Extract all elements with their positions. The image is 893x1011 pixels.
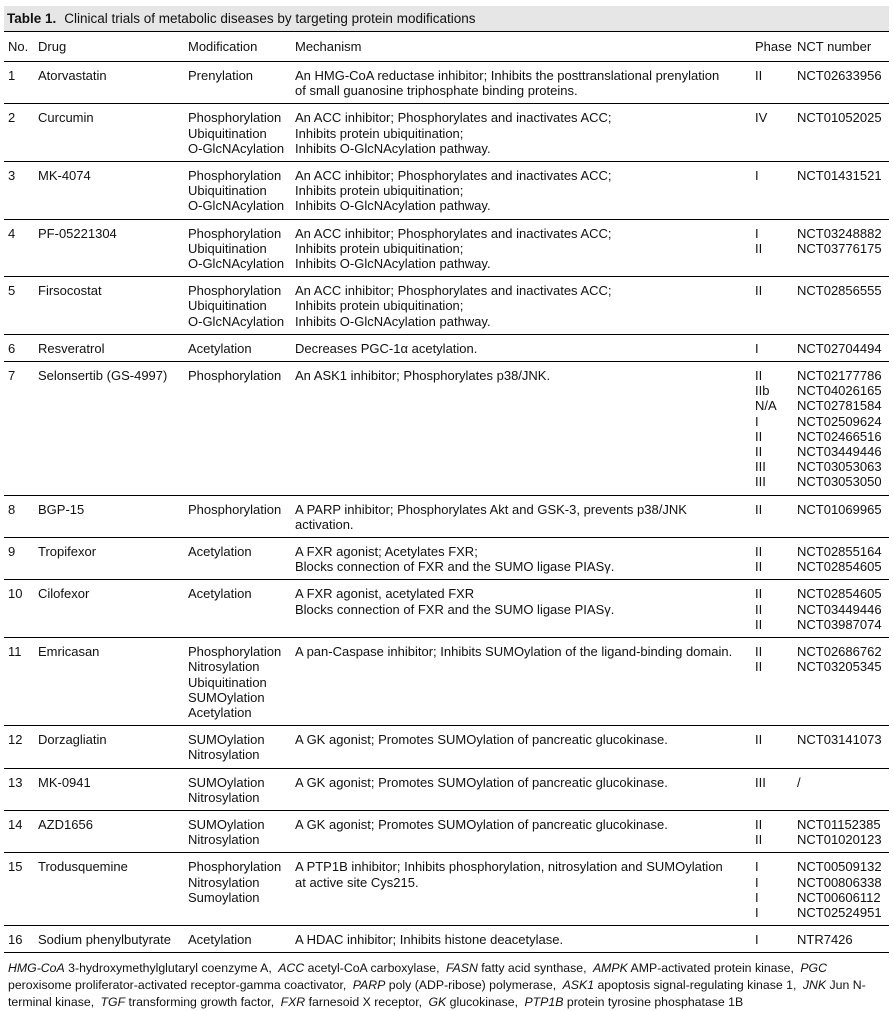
- footnote-abbreviation: TGF: [100, 995, 126, 1010]
- modification-cell-line: Nitrosylation: [188, 747, 260, 763]
- nct-cell-line: NCT02781584: [797, 398, 882, 414]
- table-row: [4, 769, 889, 810]
- modification-cell-line: SUMOylation: [188, 689, 265, 705]
- row-number: 2: [8, 110, 16, 126]
- modification-cell-line: Nitrosylation: [188, 789, 260, 805]
- modification-cell: [188, 104, 295, 161]
- modification-cell-line: Sumoylation: [188, 889, 260, 905]
- modification-cell-line: Phosphorylation: [188, 501, 282, 517]
- mechanism-cell: [295, 220, 755, 277]
- mechanism-cell: [295, 496, 755, 537]
- nct-cell-line: NCT03449446: [797, 444, 882, 460]
- modification-cell-line: O-GlcNAcylation: [188, 313, 285, 329]
- nct-cell: [797, 769, 889, 810]
- footnote-definition: 3-hydroxymethylglutaryl coenzyme A,: [64, 961, 272, 976]
- table-row: [4, 726, 889, 767]
- footnote-definition: acetyl-CoA carboxylase,: [304, 961, 440, 976]
- col-header-nct: NCT number: [797, 39, 872, 54]
- modification-cell-line: SUMOylation: [188, 774, 265, 790]
- footnote-definition: glucokinase,: [446, 995, 519, 1010]
- phase-cell: [755, 538, 797, 579]
- modification-cell: [188, 335, 295, 361]
- row-number: 10: [8, 586, 23, 602]
- nct-cell-line: NCT03205345: [797, 659, 882, 675]
- nct-cell-line: NTR7426: [797, 932, 853, 948]
- table-title: Clinical trials of metabolic diseases by targeting protein modifications: [64, 11, 476, 26]
- modification-cell: [188, 538, 295, 579]
- phase-cell: [755, 162, 797, 219]
- drug-name: Dorzagliatin: [38, 732, 107, 748]
- modification-cell: [188, 853, 295, 925]
- table-body: [4, 62, 889, 952]
- mechanism-cell-line: Inhibits protein ubiquitination;: [295, 298, 464, 314]
- table-row: [4, 638, 889, 725]
- nct-cell: [797, 811, 889, 852]
- drug-name: MK-4074: [38, 168, 91, 184]
- phase-cell-line: II: [755, 601, 763, 617]
- row-number: 5: [8, 283, 16, 299]
- nct-cell: [797, 335, 889, 361]
- nct-cell: [797, 638, 889, 725]
- mechanism-cell-line: Blocks connection of FXR and the SUMO ligase PIASγ.: [295, 559, 615, 575]
- modification-cell-line: Acetylation: [188, 340, 252, 356]
- table-row: [4, 335, 889, 361]
- modification-cell-line: Acetylation: [188, 586, 252, 602]
- phase-cell: [755, 638, 797, 725]
- mechanism-cell-line: Inhibits O-GlcNAcylation pathway.: [295, 198, 491, 214]
- nct-cell-line: NCT02633956: [797, 68, 882, 83]
- mechanism-cell-line: A FXR agonist, acetylated FXR: [295, 586, 475, 602]
- table-caption: [4, 6, 889, 31]
- col-header-mechanism: Mechanism: [295, 39, 362, 54]
- nct-cell-line: /: [797, 774, 801, 790]
- mechanism-cell: [295, 638, 755, 725]
- phase-cell-line: II: [755, 559, 763, 575]
- modification-cell-line: SUMOylation: [188, 816, 265, 832]
- mechanism-cell: [295, 162, 755, 219]
- phase-cell-line: IV: [755, 110, 768, 126]
- nct-cell-line: NCT02856555: [797, 283, 882, 299]
- phase-cell-line: I: [755, 932, 759, 948]
- row-number: 9: [8, 544, 16, 560]
- row-number: 13: [8, 774, 23, 790]
- nct-cell: [797, 277, 889, 334]
- drug-name: Firsocostat: [38, 283, 102, 299]
- table-row: [4, 926, 889, 952]
- drug-name: Selonsertib (GS-4997): [38, 368, 168, 384]
- table-row: [4, 538, 889, 579]
- row-number: 1: [8, 68, 16, 83]
- phase-cell-line: II: [755, 501, 763, 517]
- footnote-abbreviation: PARP: [352, 978, 386, 993]
- drug-name: Cilofexor: [38, 586, 90, 602]
- nct-cell: [797, 853, 889, 925]
- row-number: 11: [8, 644, 22, 660]
- footnote-definition: peroxisome proliferator-activated receptor-gamma coactivator,: [8, 978, 347, 993]
- nct-cell-line: NCT02686762: [797, 644, 882, 660]
- phase-cell-line: I: [755, 889, 759, 905]
- row-number: 8: [8, 501, 16, 517]
- drug-name: Atorvastatin: [38, 68, 107, 83]
- modification-cell-line: O-GlcNAcylation: [188, 256, 285, 272]
- footnote-abbreviation: HMG-CoA: [8, 961, 65, 976]
- modification-cell-line: Nitrosylation: [188, 659, 260, 675]
- mechanism-cell-line: A pan-Caspase inhibitor; Inhibits SUMOylation of the ligand-binding domain.: [295, 644, 733, 660]
- mechanism-cell-line: Inhibits O-GlcNAcylation pathway.: [295, 313, 491, 329]
- modification-cell-line: O-GlcNAcylation: [188, 140, 285, 156]
- phase-cell-line: II: [755, 644, 763, 660]
- modification-cell-line: Prenylation: [188, 68, 254, 83]
- footnote-abbreviation: FXR: [280, 995, 306, 1010]
- phase-cell: [755, 62, 797, 103]
- footnote-abbreviation: ASK1: [562, 978, 595, 993]
- phase-cell: [755, 580, 797, 637]
- modification-cell-line: Phosphorylation: [188, 110, 282, 126]
- mechanism-cell: [295, 62, 755, 103]
- phase-cell-line: II: [755, 444, 763, 460]
- mechanism-cell-line: Inhibits protein ubiquitination;: [295, 183, 464, 199]
- nct-cell: [797, 926, 889, 952]
- nct-cell-line: NCT00806338: [797, 874, 882, 890]
- mechanism-cell-line: An ACC inhibitor; Phosphorylates and inactivates ACC;: [295, 110, 612, 126]
- mechanism-cell: [295, 926, 755, 952]
- phase-cell-line: II: [755, 544, 763, 560]
- nct-cell-line: NCT01431521: [797, 168, 882, 184]
- table-row: [4, 811, 889, 852]
- modification-cell-line: Ubiquitination: [188, 125, 267, 141]
- phase-cell-line: N/A: [755, 398, 777, 414]
- modification-cell-line: O-GlcNAcylation: [188, 198, 285, 214]
- col-header-modification: Modification: [188, 39, 258, 54]
- nct-cell: [797, 726, 889, 767]
- modification-cell-line: Acetylation: [188, 932, 252, 948]
- mechanism-cell: [295, 277, 755, 334]
- modification-cell: [188, 926, 295, 952]
- phase-cell-line: I: [755, 340, 759, 356]
- phase-cell-line: I: [755, 859, 759, 875]
- mechanism-cell-line: of small guanosine triphosphate binding proteins.: [295, 83, 578, 99]
- phase-cell-line: IIb: [755, 383, 770, 399]
- mechanism-cell-line: A GK agonist; Promotes SUMOylation of pancreatic glucokinase.: [295, 774, 668, 790]
- nct-cell-line: NCT01052025: [797, 110, 882, 126]
- modification-cell-line: Ubiquitination: [188, 674, 267, 690]
- nct-cell-line: NCT00509132: [797, 859, 882, 875]
- modification-cell: [188, 162, 295, 219]
- data-table: [4, 32, 889, 952]
- phase-cell-line: I: [755, 413, 759, 429]
- row-number: 15: [8, 859, 23, 875]
- nct-cell-line: NCT02855164: [797, 544, 882, 560]
- modification-cell-line: Phosphorylation: [188, 859, 282, 875]
- nct-cell: [797, 104, 889, 161]
- col-header-no: No.: [8, 39, 29, 54]
- table-row: [4, 496, 889, 537]
- drug-name: Curcumin: [38, 110, 94, 126]
- nct-cell-line: NCT02854605: [797, 559, 882, 575]
- table-footnote: [4, 960, 889, 1011]
- phase-cell-line: III: [755, 459, 766, 475]
- mechanism-cell: [295, 538, 755, 579]
- nct-cell-line: NCT03776175: [797, 240, 882, 256]
- mechanism-cell-line: Inhibits O-GlcNAcylation pathway.: [295, 140, 491, 156]
- table-row: [4, 853, 889, 925]
- mechanism-cell-line: activation.: [295, 516, 354, 532]
- footnote-abbreviation: GK: [428, 995, 447, 1010]
- drug-name: BGP-15: [38, 501, 85, 517]
- footnote-definition: Jun N-terminal kinase,: [8, 978, 866, 1010]
- phase-cell-line: II: [755, 283, 763, 299]
- phase-cell-line: II: [755, 68, 763, 83]
- mechanism-cell-line: Decreases PGC-1α acetylation.: [295, 340, 478, 356]
- mechanism-cell: [295, 853, 755, 925]
- phase-cell-line: II: [755, 586, 763, 602]
- modification-cell-line: SUMOylation: [188, 732, 265, 748]
- nct-cell: [797, 62, 889, 103]
- modification-cell-line: Phosphorylation: [188, 225, 282, 241]
- footnote-abbreviation: ACC: [278, 961, 305, 976]
- phase-cell-line: I: [755, 225, 759, 241]
- mechanism-cell-line: An ASK1 inhibitor; Phosphorylates p38/JNK.: [295, 368, 551, 384]
- footnote-abbreviation: AMPK: [592, 961, 628, 976]
- footnote-abbreviation: FASN: [445, 961, 478, 976]
- footnote-definition: protein tyrosine phosphatase 1B: [563, 995, 744, 1010]
- modification-cell: [188, 726, 295, 767]
- nct-cell: [797, 162, 889, 219]
- table-row: [4, 580, 889, 637]
- nct-cell-line: NCT03053050: [797, 474, 882, 490]
- drug-name: Tropifexor: [38, 544, 97, 560]
- phase-cell-line: II: [755, 240, 763, 256]
- mechanism-cell-line: A GK agonist; Promotes SUMOylation of pancreatic glucokinase.: [295, 816, 668, 832]
- nct-cell-line: NCT02466516: [797, 428, 882, 444]
- nct-cell-line: NCT03449446: [797, 601, 882, 617]
- modification-cell-line: Phosphorylation: [188, 368, 282, 384]
- modification-cell: [188, 277, 295, 334]
- phase-cell-line: II: [755, 428, 763, 444]
- phase-cell-line: I: [755, 874, 759, 890]
- col-header-phase: Phase: [755, 39, 792, 54]
- phase-cell: [755, 220, 797, 277]
- row-number: 3: [8, 168, 16, 184]
- header-row: [4, 32, 889, 61]
- mechanism-cell-line: A PTP1B inhibitor; Inhibits phosphorylation, nitrosylation and SUMOylation: [295, 859, 723, 875]
- mechanism-cell-line: An ACC inhibitor; Phosphorylates and inactivates ACC;: [295, 168, 612, 184]
- mechanism-cell-line: Blocks connection of FXR and the SUMO ligase PIASγ.: [295, 601, 615, 617]
- mechanism-cell: [295, 811, 755, 852]
- nct-cell-line: NCT01152385: [797, 816, 881, 832]
- modification-cell-line: Ubiquitination: [188, 298, 267, 314]
- modification-cell: [188, 220, 295, 277]
- phase-cell-line: II: [755, 368, 763, 384]
- mechanism-cell: [295, 769, 755, 810]
- footnote-definition: apoptosis signal-regulating kinase 1,: [594, 978, 797, 993]
- modification-cell: [188, 638, 295, 725]
- mechanism-cell-line: An ACC inhibitor; Phosphorylates and inactivates ACC;: [295, 225, 612, 241]
- phase-cell: [755, 926, 797, 952]
- phase-cell: [755, 362, 797, 495]
- mechanism-cell-line: at active site Cys215.: [295, 874, 419, 890]
- row-number: 12: [8, 732, 23, 748]
- modification-cell-line: Acetylation: [188, 544, 252, 560]
- mechanism-cell-line: Inhibits protein ubiquitination;: [295, 240, 464, 256]
- modification-cell-line: Phosphorylation: [188, 644, 282, 660]
- phase-cell-line: II: [755, 816, 763, 832]
- nct-cell-line: NCT04026165: [797, 383, 882, 399]
- table-number: Table 1.: [7, 11, 57, 26]
- row-number: 6: [8, 340, 16, 356]
- phase-cell-line: I: [755, 904, 759, 920]
- phase-cell-line: I: [755, 168, 759, 184]
- nct-cell: [797, 496, 889, 537]
- modification-cell: [188, 811, 295, 852]
- nct-cell-line: NCT02509624: [797, 413, 882, 429]
- nct-cell-line: NCT01020123: [797, 832, 882, 848]
- table-row: [4, 62, 889, 103]
- mechanism-cell-line: An ACC inhibitor; Phosphorylates and inactivates ACC;: [295, 283, 612, 299]
- nct-cell-line: NCT00606112: [797, 889, 881, 905]
- phase-cell: [755, 104, 797, 161]
- nct-cell-line: NCT03248882: [797, 225, 882, 241]
- drug-name: Trodusquemine: [38, 859, 128, 875]
- nct-cell: [797, 220, 889, 277]
- footnote-definition: transforming growth factor,: [125, 995, 275, 1010]
- modification-cell: [188, 769, 295, 810]
- row-number: 16: [8, 932, 23, 948]
- mechanism-cell: [295, 726, 755, 767]
- nct-cell-line: NCT01069965: [797, 501, 882, 517]
- modification-cell-line: Nitrosylation: [188, 832, 260, 848]
- nct-cell-line: NCT03053063: [797, 459, 882, 475]
- table-row: [4, 162, 889, 219]
- phase-cell: [755, 811, 797, 852]
- table-row: [4, 104, 889, 161]
- nct-cell-line: NCT02704494: [797, 340, 882, 356]
- mechanism-cell-line: A GK agonist; Promotes SUMOylation of pancreatic glucokinase.: [295, 732, 668, 748]
- phase-cell: [755, 277, 797, 334]
- bottom-rule: [4, 952, 889, 953]
- mechanism-cell: [295, 580, 755, 637]
- mechanism-cell-line: An HMG-CoA reductase inhibitor; Inhibits the posttranslational prenylation: [295, 68, 720, 83]
- mechanism-cell: [295, 362, 755, 495]
- phase-cell: [755, 853, 797, 925]
- modification-cell: [188, 362, 295, 495]
- modification-cell-line: Ubiquitination: [188, 183, 267, 199]
- phase-cell: [755, 769, 797, 810]
- footnote-definition: poly (ADP-ribose) polymerase,: [385, 978, 557, 993]
- table-row: [4, 277, 889, 334]
- drug-name: Resveratrol: [38, 340, 105, 356]
- drug-name: PF-05221304: [38, 225, 117, 241]
- phase-cell-line: II: [755, 832, 763, 848]
- drug-name: MK-0941: [38, 774, 91, 790]
- nct-cell-line: NCT03141073: [797, 732, 882, 748]
- footnote-definition: fatty acid synthase,: [477, 961, 587, 976]
- table-row: [4, 362, 889, 495]
- phase-cell: [755, 496, 797, 537]
- mechanism-cell: [295, 335, 755, 361]
- row-number: 7: [8, 368, 16, 384]
- modification-cell: [188, 496, 295, 537]
- phase-cell: [755, 726, 797, 767]
- footnote-definition: AMP-activated protein kinase,: [627, 961, 794, 976]
- mechanism-cell: [295, 104, 755, 161]
- table-figure: [4, 6, 889, 1011]
- phase-cell-line: II: [755, 616, 763, 632]
- footnote-abbreviation: JNK: [802, 978, 827, 993]
- mechanism-cell-line: Inhibits O-GlcNAcylation pathway.: [295, 256, 491, 272]
- phase-cell-line: III: [755, 474, 766, 490]
- nct-cell-line: NCT02854605: [797, 586, 882, 602]
- nct-cell: [797, 580, 889, 637]
- phase-cell: [755, 335, 797, 361]
- mechanism-cell-line: A PARP inhibitor; Phosphorylates Akt and GSK-3, prevents p38/JNK: [295, 501, 687, 517]
- row-number: 14: [8, 816, 23, 832]
- nct-cell-line: NCT02177786: [797, 368, 882, 384]
- phase-cell-line: III: [755, 774, 766, 790]
- phase-cell-line: II: [755, 659, 763, 675]
- modification-cell: [188, 580, 295, 637]
- modification-cell-line: Acetylation: [188, 704, 252, 720]
- nct-cell-line: NCT02524951: [797, 904, 882, 920]
- nct-cell: [797, 362, 889, 495]
- modification-cell-line: Ubiquitination: [188, 240, 267, 256]
- mechanism-cell-line: Inhibits protein ubiquitination;: [295, 125, 464, 141]
- row-number: 4: [8, 225, 16, 241]
- modification-cell-line: Nitrosylation: [188, 874, 260, 890]
- col-header-drug: Drug: [38, 39, 67, 54]
- modification-cell: [188, 62, 295, 103]
- nct-cell: [797, 538, 889, 579]
- phase-cell-line: II: [755, 732, 763, 748]
- modification-cell-line: Phosphorylation: [188, 168, 282, 184]
- footnote-abbreviation: PGC: [800, 961, 827, 976]
- drug-name: AZD1656: [38, 816, 93, 832]
- modification-cell-line: Phosphorylation: [188, 283, 282, 299]
- nct-cell-line: NCT03987074: [797, 616, 882, 632]
- table-row: [4, 220, 889, 277]
- mechanism-cell-line: A HDAC inhibitor; Inhibits histone deacetylase.: [295, 932, 564, 948]
- drug-name: Emricasan: [38, 644, 100, 660]
- drug-name: Sodium phenylbutyrate: [38, 932, 171, 948]
- footnote-definition: farnesoid X receptor,: [305, 995, 423, 1010]
- footnote-abbreviation: PTP1B: [524, 995, 564, 1010]
- mechanism-cell-line: A FXR agonist; Acetylates FXR;: [295, 544, 478, 560]
